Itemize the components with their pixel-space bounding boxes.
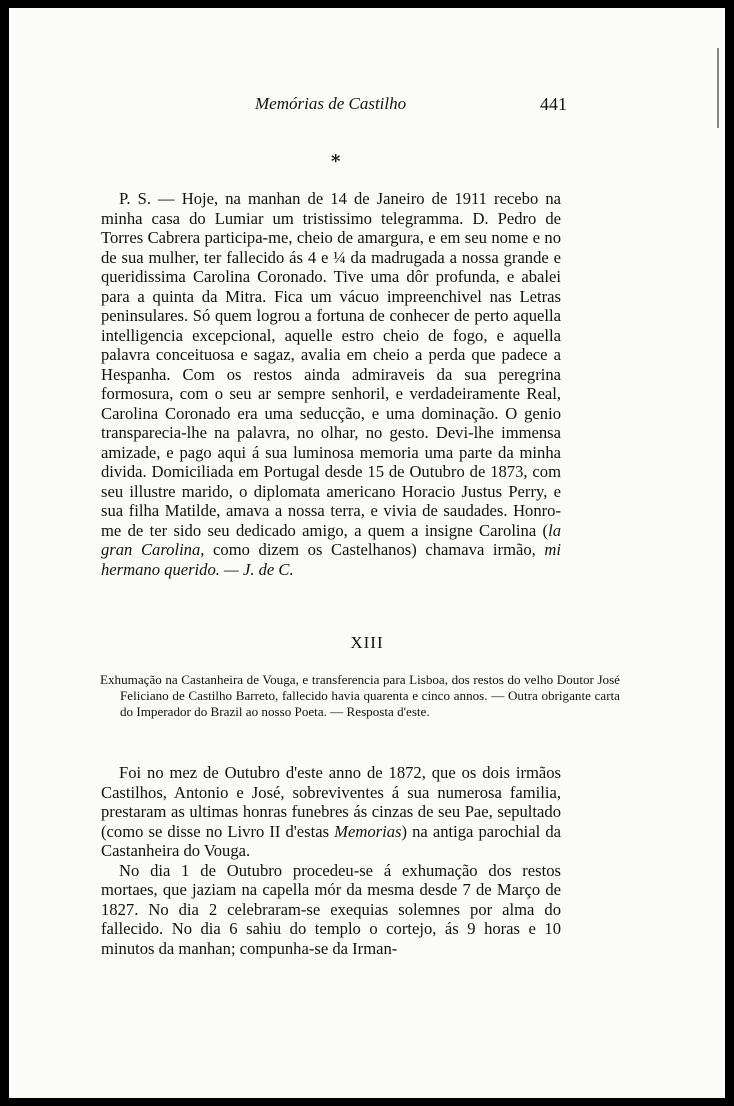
page-header xyxy=(9,94,725,120)
body-paragraph-2: No dia 1 de Outubro procedeu-se á exhumação dos restos mortaes, que jaziam na capella mór da mesma desde 7 de Março de 1827. No dia 2 celebraram-se exequias solemnes por alma do fallecido. No dia 6 sahiu do templo o cortejo, ás 9 horas e 10 minutos da manhan; compunha-se da Irman- xyxy=(101,860,561,958)
postscript-text: P. S. — Hoje, na manhan de 14 de Janeiro de 1911 recebo na minha casa do Lumiar um tristissimo telegramma. D. Pedro de Torres Cabrera participa-me, cheio de amargura, e em seu nome e no de sua mulher, ter fallecido ás 4 e ¼ da madrugada a nossa grande e queridissima Carolina Coronado. Tive uma dôr profunda, e abalei para a quinta da Mitra. Fica um vácuo impreenchivel nas Letras peninsulares. Só quem logrou a fortuna de conhecer de perto aquella intelligencia excepcional, aquelle estro cheio de fogo, e aquella palavra conceituosa e sagaz, avalia em cheio a perda que padece a Hespanha. Com os restos ainda admiraveis da sua peregrina formosura, com o seu ar sempre senhoril, e verdadeiramente Real, Carolina Coronado era uma seducção, e uma dominação. O genio transparecia-lhe na palavra, no olhar, no gesto. Devi-lhe immensa amizade, e pago aqui á sua luminosa memoria uma parte da minha divida. Domiciliada em Portugal desde 15 de Outubro de 1873, com seu illustre marido, o diplomata americano Horacio Justus Perry, e sua filha Matilde, amava a nossa terra, e vivia de saudades. Honro-me de ter sido seu dedicado amigo, a quem a insigne Carolina ( xyxy=(101,189,561,540)
postscript-italic-quote: la gran Carolina, xyxy=(101,520,561,559)
chapter-number: XIII xyxy=(350,633,384,652)
running-title: Memórias de Castilho xyxy=(255,94,407,113)
postscript-signature: mi hermano querido. — J. de C. xyxy=(101,540,561,579)
body-paragraph-1-text-b: ) na antiga parochial da Castanheira do Vouga. xyxy=(101,821,561,860)
body-paragraph-1-text-a: Foi no mez de Outubro d'este anno de 1872, que os dois irmãos Castilhos, Antonio e José, sobreviventes á sua numerosa familia, prestaram as ultimas honras funebres ás cinzas de seu Pae, sepultado (como se disse no Livro II d'estas xyxy=(101,763,561,841)
page-edge-mark xyxy=(717,48,719,128)
section-separator: * xyxy=(331,151,341,172)
chapter-body xyxy=(101,763,561,958)
book-page xyxy=(9,8,725,1098)
postscript-paragraph xyxy=(101,189,561,579)
chapter-summary: Exhumação na Castanheira de Vouga, e transferencia para Lisboa, dos restos do velho Doutor José Feliciano de Castilho Barreto, fallecido havia quarenta e cinco annos. — Outra obrigante carta do Imperador do Brazil ao nosso Poeta. — Resposta d'este. xyxy=(100,672,620,719)
page-number: 441 xyxy=(540,94,567,114)
body-paragraph-1 xyxy=(101,763,561,861)
body-paragraph-1-italic: Memorias xyxy=(334,821,402,841)
postscript-text-2: como dizem os Castelhanos) chamava irmão, xyxy=(204,540,545,559)
